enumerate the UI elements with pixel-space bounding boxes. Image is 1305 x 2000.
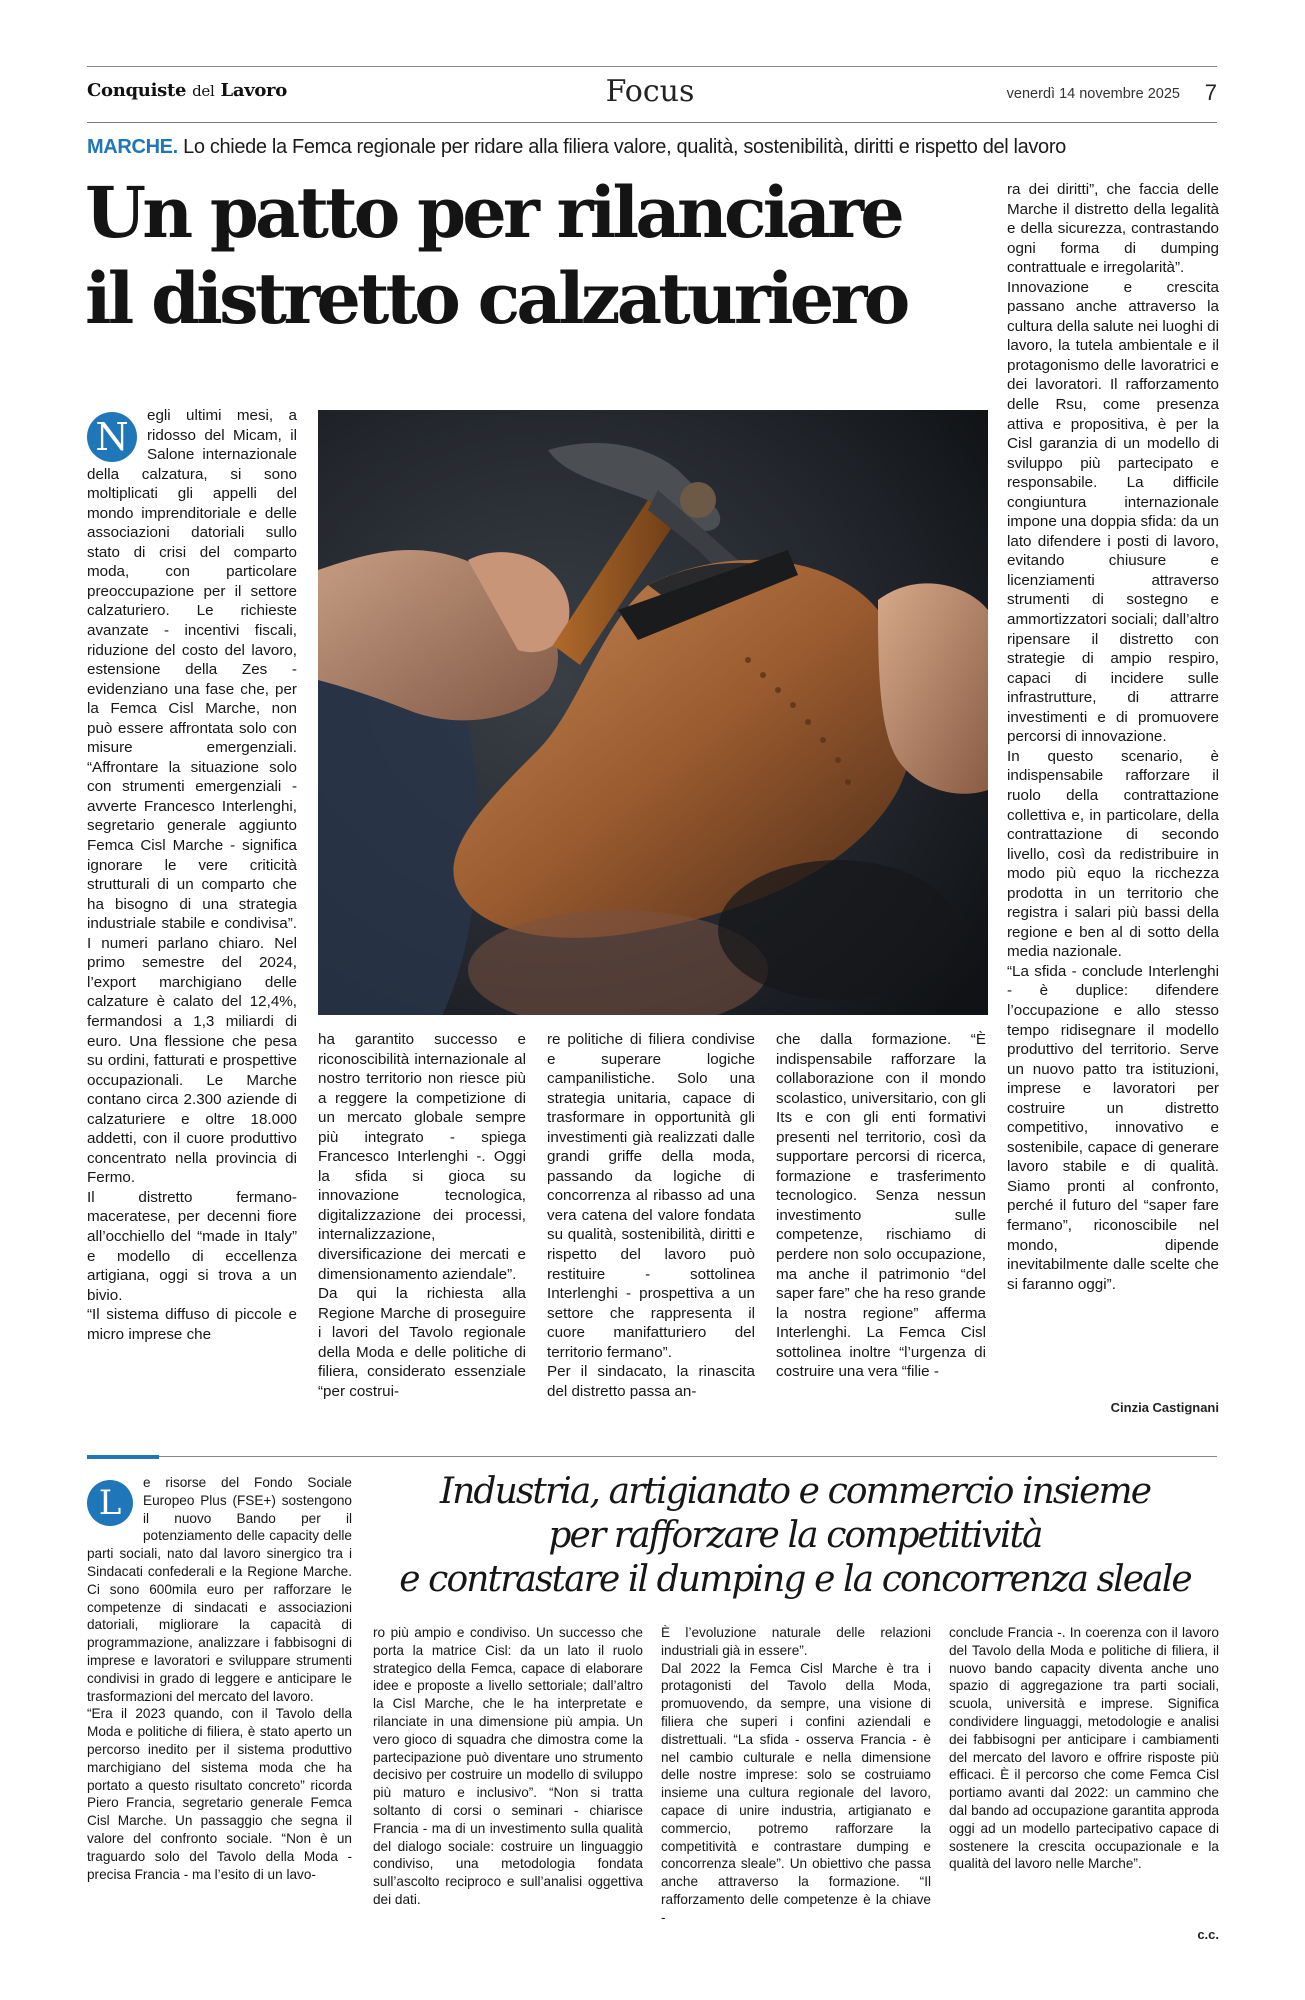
bottom-paragraph: ro più ampio e condiviso. Un successo che porta la matrice Cisl: da un lato il ruolo strategico della Femca, capace di elaborare idee e proposte a livello settoriale; dall’altro la Cisl Marche, che le ha interpretate e rilanciate in una dimensione più ampia. Un vero gioco di squadra che dimostra come la partecipazione può diventare uno strumento decisivo per costruire un modello di sviluppo più maturo e inclusivo”. “Non si tratta soltanto di corsi o seminari - chiarisce Francia - ma di un investimento sulla qualità del dialogo sociale: costruire un linguaggio condiviso, una metodologia fondata sull’ascolto reciproco e sull’analisi oggettiva dei dati.	[373, 1625, 643, 1907]
headline-line-1: Un patto per rilanciare	[85, 171, 901, 254]
bottom-paragraph: conclude Francia -. In coerenza con il lavoro del Tavolo della Moda e politiche di filiera, il nuovo bando capacity diventa anche uno spazio di aggregazione tra parti sociali, scuola, università e imprese. Significa condividere linguaggi, metodologie e analisi dei fabbisogni per anticipare i cambiamenti del mercato del lavoro e offrire risposte più efficaci. È il percorso che come Femca Cisl portiamo avanti dal 2022: un cammino che dal bando ad occupazione garantita approda oggi ad un modello partecipativo capace di sostenere la crescita occupazionale e la qualità del lavoro nelle Marche”.	[949, 1625, 1219, 1872]
article-column-3	[547, 1030, 755, 1420]
kicker-region: MARCHE.	[87, 136, 178, 158]
masthead-word-3: Lavoro	[220, 80, 287, 101]
bottom-byline: c.c.	[1197, 1927, 1219, 1942]
article-paragraph: che dalla formazione. “È indispensabile rafforzare la collaborazione con il mondo scolastico, universitario, con gli Its e con gli enti formativi presenti nel territorio, così da supportare percorsi di ricerca, formazione e trasferimento tecnologico. Senza nessun investimento sulle competenze, rischiamo di perdere non solo occupazione, ma anche il patrimonio “del saper fare” che ha reso grande la nostra regione” afferma Interlenghi. La Femca Cisl sottolinea inoltre “l’urgenza di costruire una vera “filie -	[776, 1031, 986, 1381]
article-paragraph: In questo scenario, è indispensabile rafforzare il ruolo della contrattazione collettiva e, in particolare, della contrattazione di secondo livello, così da redistribuire in modo più equo la ricchezza prodotta in un territorio che registra i salari più bassi della regione e ben al di sotto della media nazionale.	[1007, 747, 1219, 961]
article-column-4	[776, 1030, 986, 1420]
bottom-headline-line-2: per rafforzare la competitività	[548, 1515, 1042, 1556]
headline	[85, 170, 985, 342]
masthead	[87, 80, 287, 101]
bottom-paragraph: e risorse del Fondo Sociale Europeo Plus (FSE+) sostengono il nuovo Bando per il potenziamento delle capacity delle parti sociali, nato dal lavoro sinergico tra i Sindacati confederali e la Regione Marche. Ci sono 600mila euro per rafforzare le competenze di sindacati e associazioni datoriali, migliorare la capacità di programmazione, analizzare i fabbisogni di imprese e lavoratori e sviluppare strumenti condivisi in grado di leggere e anticipare le trasformazioni del mercato del lavoro.	[87, 1475, 352, 1704]
shoemaker-hammer-photo-icon	[318, 410, 988, 1015]
bottom-column-3	[661, 1624, 931, 1944]
drop-cap-bottom: L	[87, 1480, 133, 1526]
article-paragraph: Per il sindacato, la rinascita del distretto passa an-	[547, 1363, 755, 1400]
article-byline: Cinzia Castignani	[1110, 1400, 1219, 1415]
article-paragraph: Da qui la richiesta alla Regione Marche di proseguire i lavori del Tavolo regionale della Moda e delle politiche di filiera, considerato essenziale “per costrui-	[318, 1285, 526, 1400]
section-divider-accent	[87, 1455, 159, 1459]
masthead-word-1: Conquiste	[87, 80, 187, 101]
section-title: Focus	[605, 74, 695, 109]
masthead-word-2: del	[192, 82, 215, 100]
bottom-column-1	[87, 1474, 352, 1939]
bottom-column-4	[949, 1624, 1219, 1924]
bottom-paragraph: Dal 2022 la Femca Cisl Marche è tra i protagonisti del Tavolo della Moda, promuovendo, da sempre, una visione di filiera che superi i confini aziendali e distrettuali. “La sfida - osserva Francia - è nel cambio culturale e nella dimensione delle nostre imprese: solo se costruiamo insieme una cultura regionale del lavoro, capace di unire industria, artigianato e commercio, potremo rafforzare la competitività e contrastare dumping e concorrenza sleale”. Un obiettivo che passa anche attraverso la formazione. “Il rafforzamento delle competenze è la chiave -	[661, 1660, 931, 1925]
page-number: 7	[1204, 80, 1217, 105]
drop-cap: N	[87, 412, 137, 462]
article-column-5	[1007, 180, 1219, 1395]
bottom-paragraph: “Era il 2023 quando, con il Tavolo della Moda e politiche di filiera, è stato aperto un percorso inedito per il sistema produttivo marchigiano del sistema moda che ha portato a questo risultato concreto” ricorda Piero Francia, segretario generale Femca Cisl Marche. Un passaggio che segna il valore del confronto sociale. “Non è un traguardo solo del Tavolo della Moda - precisa Francia - ma l’esito di un lavo-	[87, 1706, 352, 1882]
article-paragraph: re politiche di filiera condivise e superare logiche campanilistiche. Solo una strategia unitaria, capace di trasformare in opportunità gli investimenti già realizzati dalle grandi griffe della moda, passando da logiche di concorrenza al ribasso ad una vera catena del valore fondata su qualità, sostenibilità, diritti e rispetto del lavoro può restituire - sottolinea Interlenghi - prospettiva a un settore che rappresenta il cuore manifatturiero del territorio fermano”.	[547, 1031, 755, 1361]
article-paragraph: egli ultimi mesi, a ridosso del Micam, il Salone internazionale della calzatura, si sono moltiplicati gli appelli del mondo imprenditoriale e delle associazioni datoriali sullo stato di crisi del comparto moda, con particolare preoccupazione per il settore calzaturiero. Le richieste avanzate - incentivi fiscali, riduzione del costo del lavoro, estensione della Zes - evidenziano una fase che, per la Femca Cisl Marche, non può essere affrontata solo con misure emergenziali. “Affrontare la situazione solo con strumenti emergenziali - avverte Francesco Interlenghi, segretario generale aggiunto Femca Cisl Marche - significa ignorare le vere criticità strutturali di un comparto che ha bisogno di una strategia industriale stabile e condivisa”. I numeri parlano chiaro. Nel primo semestre del 2024, l’export marchigiano delle calzature è calato del 12,4%, fermandosi a 1,3 miliardi di euro. Una flessione che pesa su ordini, fatturati e prospettive occupazionali. Le Marche contano circa 2.300 aziende di calzaturiere e oltre 18.000 addetti, con il cuore produttivo concentrato nella provincia di Fermo.	[87, 407, 297, 1187]
article-column-1	[87, 406, 297, 1416]
headline-line-2: il distretto calzaturiero	[85, 257, 907, 340]
article-paragraph: ha garantito successo e riconoscibilità internazionale al nostro territorio non riesce più a reggere la competizione di un mercato globale sempre più integrato - spiega Francesco Interlenghi -. Oggi la sfida si gioca su innovazione tecnologica, digitalizzazione dei processi, internalizzazione, diversificazione dei mercati e dimensionamento aziendale”.	[318, 1031, 526, 1283]
kicker	[87, 136, 1222, 159]
article-paragraph: ra dei diritti”, che faccia delle Marche il distretto della legalità e della sicurezza, contrastando ogni forma di dumping contrattuale e irregolarità”.	[1007, 181, 1219, 277]
article-photo	[318, 410, 988, 1015]
bottom-headline-line-3: e contrastare il dumping e la concorrenza sleale	[399, 1559, 1191, 1600]
article-paragraph: Il distretto fermano-maceratese, per decenni fiore all’occhiello del “made in Italy” e modello di eccellenza artigiana, oggi si trova a un bivio.	[87, 1188, 297, 1304]
issue-date: venerdì 14 novembre 2025	[1006, 86, 1180, 102]
bottom-column-2	[373, 1624, 643, 1944]
article-paragraph: “La sfida - conclude Interlenghi - è duplice: difendere l’occupazione e allo stesso tempo ridisegnare il modello produttivo del territorio. Serve un nuovo patto tra istituzioni, imprese e lavoratori per costruire un distretto competitivo, innovativo e sostenibile, capace di generare lavoro stabile e di qualità. Siamo pronti al confronto, perché il futuro del “saper fare fermano”, riconoscibile nel mondo, dipende inevitabilmente dalle scelte che si faranno oggi”.	[1007, 962, 1219, 1293]
bottom-paragraph: È l’evoluzione naturale delle relazioni industriali già in essere”.	[661, 1625, 931, 1658]
kicker-text: Lo chiede la Femca regionale per ridare alla filiera valore, qualità, sostenibilità, diritti e rispetto del lavoro	[183, 136, 1066, 158]
article-column-2	[318, 1030, 526, 1420]
article-paragraph: “Il sistema diffuso di piccole e micro imprese che	[87, 1306, 297, 1343]
article-paragraph: Innovazione e crescita passano anche attraverso la cultura della salute nei luoghi di lavoro, la tutela ambientale e il protagonismo delle lavoratrici e dei lavoratori. Il rafforzamento delle Rsu, come presenza attiva e propositiva, è per la Cisl garanzia di un modello di sviluppo più partecipato e responsabile. La difficile congiuntura internazionale impone una doppia sfida: da un lato difendere i posti di lavoro, evitando chiusure e licenziamenti attraverso strumenti di sostegno e ammortizzatori sociali; dall’altro ripensare il distretto con strategie di ampio respiro, capaci di incidere sulle infrastrutture, di attrarre investimenti e di promuovere percorsi di innovazione.	[1007, 278, 1219, 746]
bottom-headline	[370, 1470, 1220, 1602]
bottom-headline-line-1: Industria, artigianato e commercio insieme	[439, 1471, 1151, 1512]
